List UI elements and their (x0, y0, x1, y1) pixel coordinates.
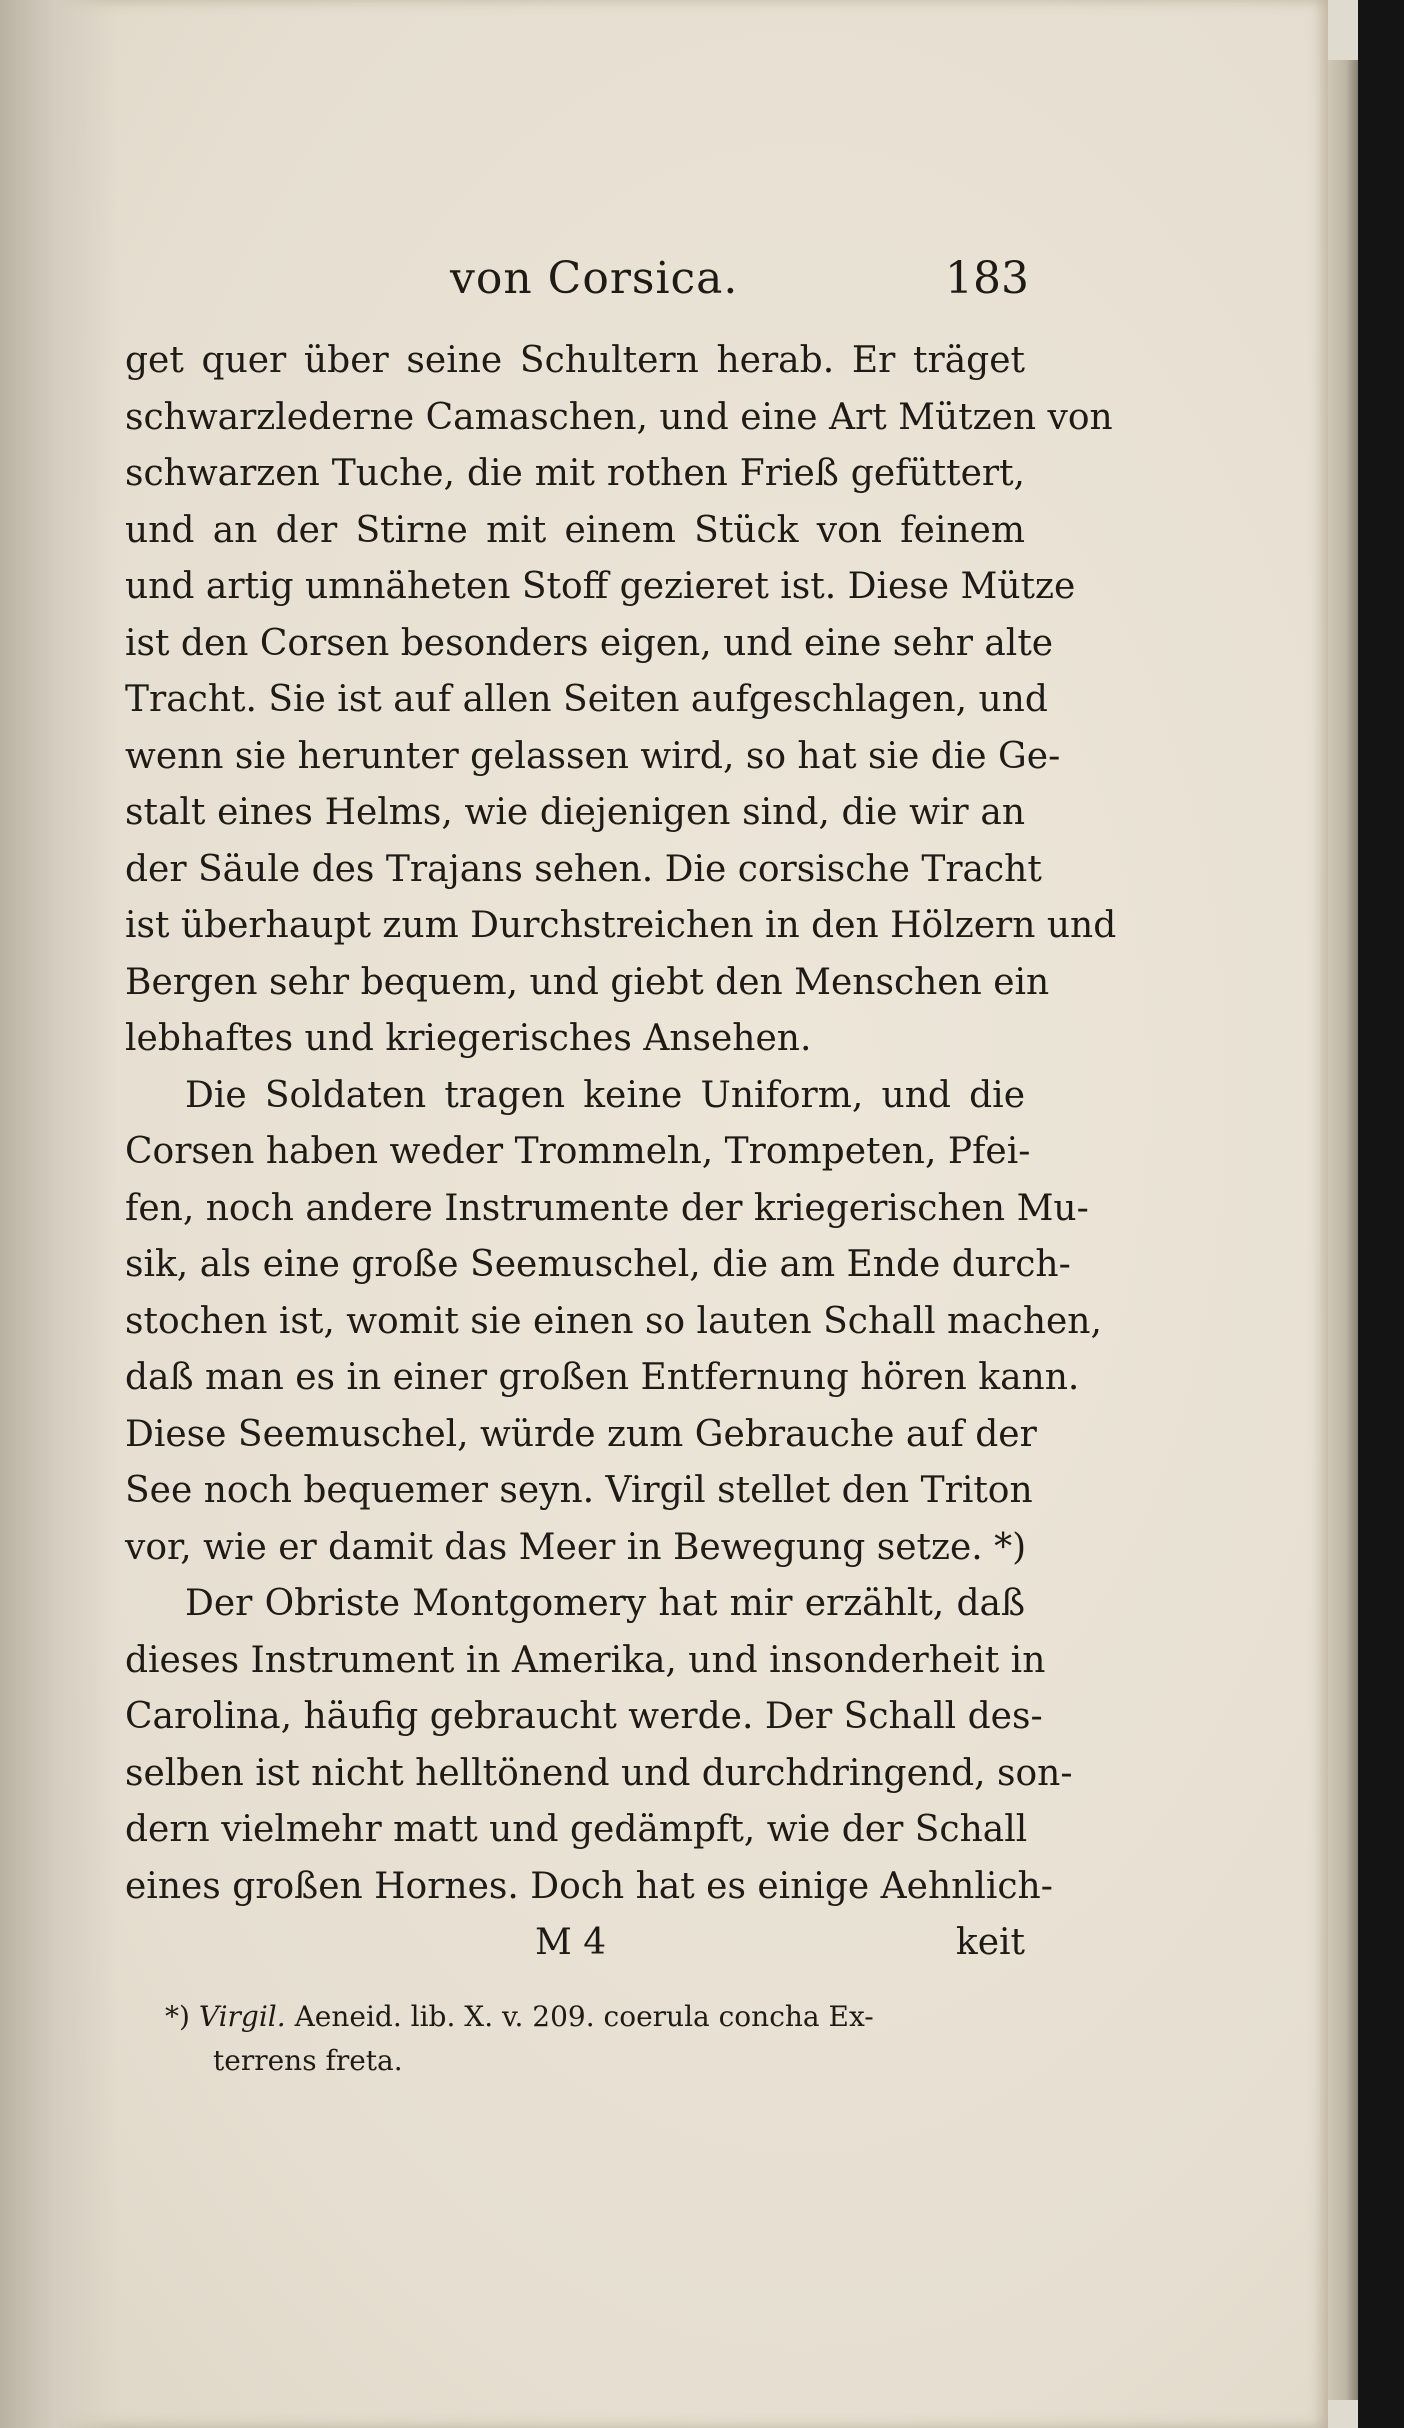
text-line: lebhaftes und kriegerisches Ansehen. (125, 1018, 812, 1059)
footnote-line: terrens freta. (213, 2044, 403, 2077)
text-line: eines großen Hornes. Doch hat es einige Aehnlich- (125, 1865, 1053, 1907)
text-line: und artig umnäheten Stoff gezieret ist. Diese Mütze (125, 566, 1076, 607)
text-line: stochen ist, womit sie einen so lauten Schall machen, (125, 1300, 1102, 1342)
text-line: Tracht. Sie ist auf allen Seiten aufgeschlagen, und (125, 679, 1048, 720)
body-text (125, 333, 1117, 1915)
page-number: 183 (945, 253, 1029, 304)
running-header (125, 245, 1029, 315)
text-line: schwarzen Tuche, die mit rothen Frieß gefüttert, (125, 453, 1025, 494)
text-line: dern vielmehr matt und gedämpft, wie der Schall (125, 1809, 1028, 1850)
text-line: Diese Seemuschel, würde zum Gebrauche auf der (125, 1413, 1037, 1455)
text-line: See noch bequemer seyn. Virgil stellet den Triton (125, 1470, 1033, 1511)
text-line: schwarzlederne Camaschen, und eine Art Mützen von (125, 396, 1113, 438)
text-line: daß man es in einer großen Entfernung hören kann. (125, 1357, 1080, 1398)
running-title: von Corsica. (450, 253, 739, 304)
text-line: selben ist nicht helltönend und durchdringend, son- (125, 1752, 1073, 1794)
footnote-citation: Aeneid. lib. X. v. 209. coerula concha Ex- (294, 2000, 874, 2033)
text-line: stalt eines Helms, wie diejenigen sind, die wir an (125, 792, 1025, 833)
footnote-line (165, 1995, 1025, 2039)
catchword: keit (955, 1922, 1025, 1963)
text-line: Bergen sehr bequem, und giebt den Menschen ein (125, 961, 1050, 1003)
text-line: der Säule des Trajans sehen. Die corsische Tracht (125, 848, 1042, 890)
page-edge (1328, 60, 1358, 2400)
binding-shadow (0, 0, 120, 2428)
footnote-marker: *) (165, 2000, 190, 2033)
text-block (125, 245, 1117, 2083)
scan-background-edge (1358, 0, 1404, 2428)
text-line: ist überhaupt zum Durchstreichen in den Hölzern und (125, 905, 1117, 946)
signature-mark: M 4 (535, 1922, 607, 1963)
text-line: vor, wie er damit das Meer in Bewegung setze. *) (125, 1526, 1027, 1568)
text-line: sik, als eine große Seemuschel, die am Ende durch- (125, 1244, 1071, 1285)
text-line: Corsen haben weder Trommeln, Trompeten, Pfei- (125, 1131, 1031, 1172)
text-line: ist den Corsen besonders eigen, und eine sehr alte (125, 622, 1054, 664)
text-line: Der Obriste Montgomery hat mir erzählt, daß (185, 1583, 1025, 1624)
signature-line (125, 1915, 1025, 1971)
text-line: Carolina, häufig gebraucht werde. Der Schall des- (125, 1696, 1043, 1737)
text-line: get quer über seine Schultern herab. Er träget (125, 340, 1025, 381)
text-line: wenn sie herunter gelassen wird, so hat sie die Ge- (125, 735, 1061, 777)
footnote-author: Virgil. (198, 2000, 286, 2033)
text-line: dieses Instrument in Amerika, und insonderheit in (125, 1639, 1046, 1681)
text-line: Die Soldaten tragen keine Uniform, und die (185, 1074, 1025, 1116)
text-line: und an der Stirne mit einem Stück von feinem (125, 509, 1025, 551)
footnote (125, 1995, 1025, 2083)
text-line: fen, noch andere Instrumente der kriegerischen Mu- (125, 1187, 1089, 1229)
